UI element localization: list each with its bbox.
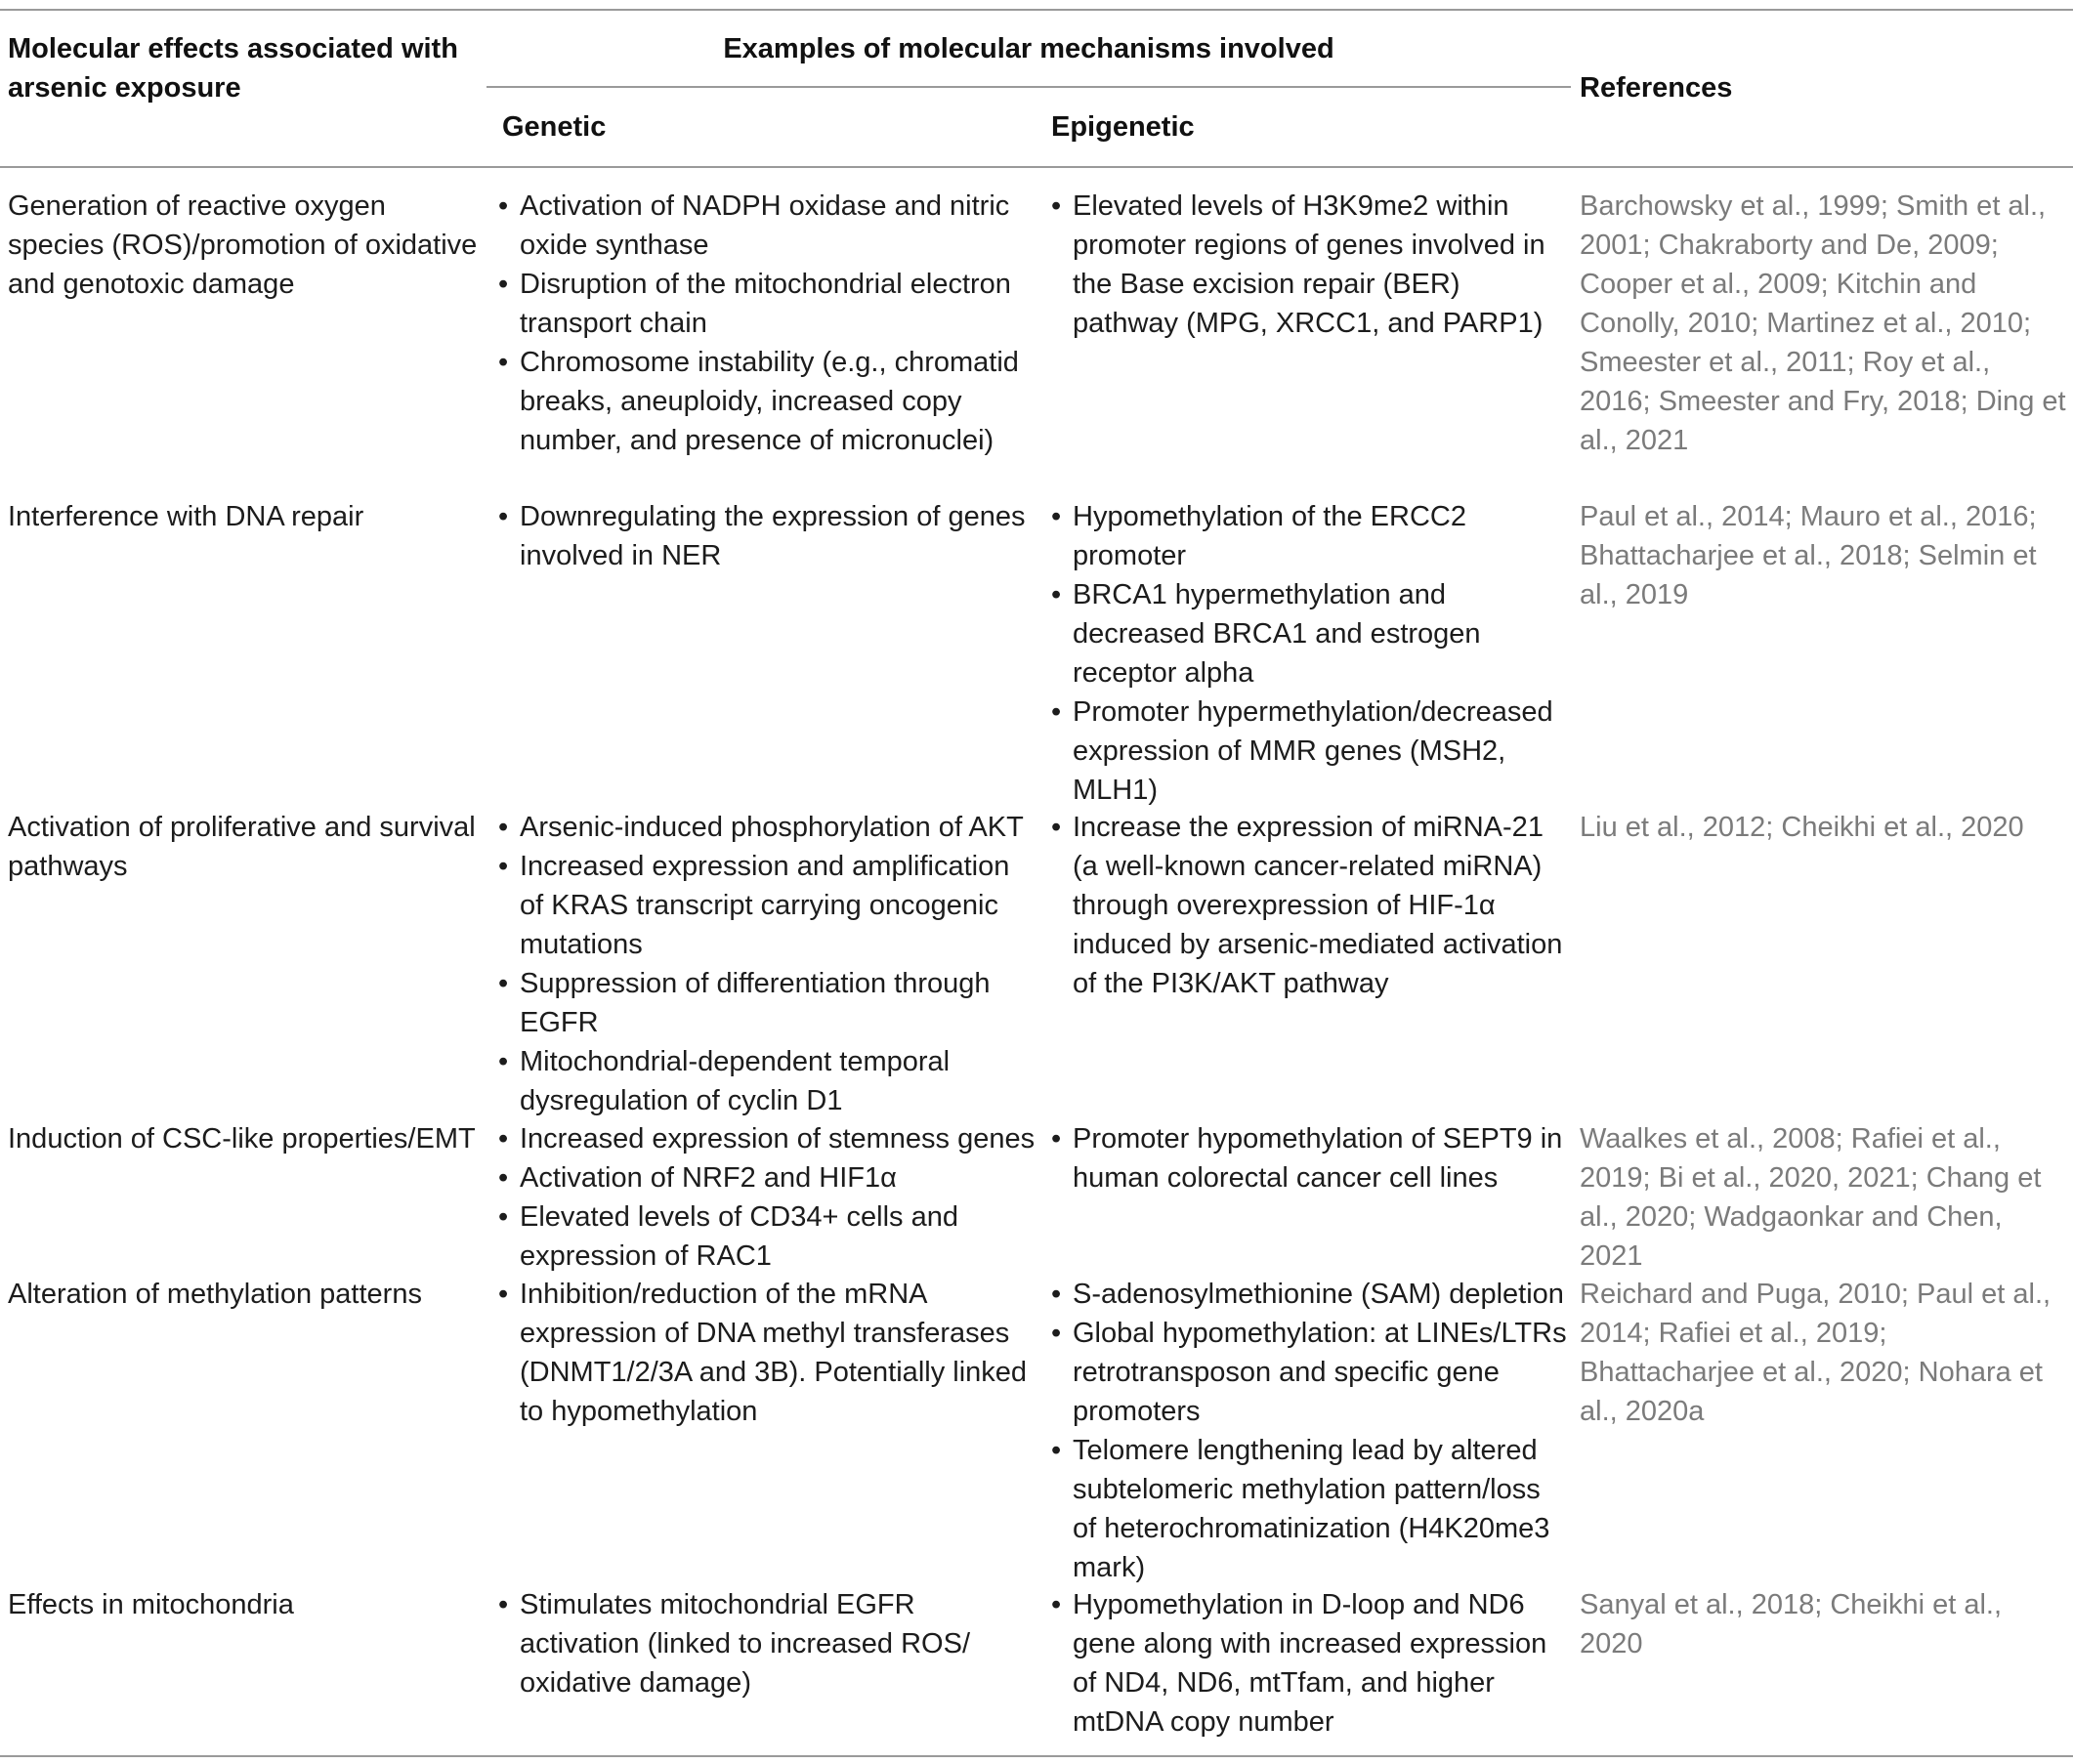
row-3-effect: Activation of proliferative and survival pathways <box>8 812 476 882</box>
header-bottom-rule <box>0 166 2073 168</box>
list-item: • Hypomethylation in D-loop and ND6 gene along with increased expression of ND4, ND6, mtTfam, and higher mtDNA copy number <box>1051 1585 1569 1742</box>
list-item: • Stimulates mitochondrial EGFR activation (linked to increased ROS/ oxidative damage) <box>498 1585 1036 1702</box>
list-item: • BRCA1 hypermethylation and decreased BRCA1 and estrogen receptor alpha <box>1051 575 1569 693</box>
row-5-references: Reichard and Puga, 2010; Paul et al., 2014; Rafiei et al., 2019; Bhattacharjee et al., 2020; Nohara et al., 2020a <box>1580 1279 2052 1427</box>
row-3-references: Liu et al., 2012; Cheikhi et al., 2020 <box>1580 812 2024 843</box>
row-4-epigenetic-list <box>1051 1119 1569 1197</box>
list-item: • Activation of NRF2 and HIF1α <box>498 1158 1036 1197</box>
list-item: • Mitochondrial-dependent temporal dysregulation of cyclin D1 <box>498 1042 1036 1120</box>
row-6-genetic-list <box>498 1585 1036 1702</box>
row-2-references: Paul et al., 2014; Mauro et al., 2016; Bhattacharjee et al., 2018; Selmin et al., 2019 <box>1580 501 2037 610</box>
row-3-epigenetic-list <box>1051 808 1569 1003</box>
list-item: • Hypomethylation of the ERCC2 promoter <box>1051 497 1569 575</box>
list-item: • Promoter hypermethylation/decreased expression of MMR genes (MSH2, MLH1) <box>1051 693 1569 810</box>
list-item: • Inhibition/reduction of the mRNA expression of DNA methyl transferases (DNMT1/2/3A and 3B). Potentially linked to hypomethylation <box>498 1275 1036 1431</box>
list-item: • Activation of NADPH oxidase and nitric oxide synthase <box>498 187 1036 265</box>
row-5-genetic-list <box>498 1275 1036 1431</box>
header-epigenetic: Epigenetic <box>1051 111 1195 143</box>
header-molecular-effects: Molecular effects associated with arsenic exposure <box>8 33 458 104</box>
list-item: • S-adenosylmethionine (SAM) depletion <box>1051 1275 1569 1314</box>
row-1-references: Barchowsky et al., 1999; Smith et al., 2001; Chakraborty and De, 2009; Cooper et al., 2009; Kitchin and Conolly, 2010; Martinez et al., 2010; Smeester et al., 2011; Roy et al., 2016; Smeester and Fry, 2018; Ding et al., 2021 <box>1580 190 2066 456</box>
row-4-genetic-list <box>498 1119 1036 1276</box>
row-5-epigenetic-list <box>1051 1275 1569 1587</box>
list-item: • Promoter hypomethylation of SEPT9 in human colorectal cancer cell lines <box>1051 1119 1569 1197</box>
list-item: • Disruption of the mitochondrial electron transport chain <box>498 265 1036 343</box>
top-rule <box>0 9 2073 11</box>
row-6-references: Sanyal et al., 2018; Cheikhi et al., 2020 <box>1580 1589 2003 1659</box>
row-2-epigenetic-list <box>1051 497 1569 810</box>
list-item: • Chromosome instability (e.g., chromatid breaks, aneuploidy, increased copy number, and presence of micronuclei) <box>498 343 1036 460</box>
list-item: • Increase the expression of miRNA-21 (a well-known cancer-related miRNA) through overexpression of HIF-1α induced by arsenic-mediated activation of the PI3K/AKT pathway <box>1051 808 1569 1003</box>
row-4-effect: Induction of CSC-like properties/EMT <box>8 1123 476 1155</box>
list-item: • Elevated levels of H3K9me2 within promoter regions of genes involved in the Base excision repair (BER) pathway (MPG, XRCC1, and PARP1) <box>1051 187 1569 343</box>
row-1-effect: Generation of reactive oxygen species (ROS)/promotion of oxidative and genotoxic damage <box>8 190 478 300</box>
list-item: • Elevated levels of CD34+ cells and expression of RAC1 <box>498 1197 1036 1276</box>
list-item: • Increased expression of stemness genes <box>498 1119 1036 1158</box>
header-genetic: Genetic <box>502 111 607 143</box>
row-1-epigenetic-list <box>1051 187 1569 343</box>
bottom-rule <box>0 1755 2073 1757</box>
list-item: • Increased expression and amplification of KRAS transcript carrying oncogenic mutations <box>498 847 1036 964</box>
row-5-effect: Alteration of methylation patterns <box>8 1279 422 1310</box>
row-2-genetic-list <box>498 497 1036 575</box>
list-item: • Telomere lengthening lead by altered subtelomeric methylation pattern/loss of heterochromatinization (H4K20me3 mark) <box>1051 1431 1569 1587</box>
list-item: • Global hypomethylation: at LINEs/LTRs retrotransposon and specific gene promoters <box>1051 1314 1569 1431</box>
row-4-references: Waalkes et al., 2008; Rafiei et al., 2019; Bi et al., 2020, 2021; Chang et al., 2020; Wadgaonkar and Chen, 2021 <box>1580 1123 2042 1272</box>
span-underline-rule <box>487 86 1571 88</box>
row-6-effect: Effects in mitochondria <box>8 1589 294 1620</box>
list-item: • Suppression of differentiation through EGFR <box>498 964 1036 1042</box>
list-item: • Downregulating the expression of genes involved in NER <box>498 497 1036 575</box>
header-references: References <box>1580 72 1733 104</box>
row-2-effect: Interference with DNA repair <box>8 501 364 532</box>
row-1-genetic-list <box>498 187 1036 460</box>
header-mechanisms-span: Examples of molecular mechanisms involved <box>723 33 1334 64</box>
row-3-genetic-list <box>498 808 1036 1120</box>
row-6-epigenetic-list <box>1051 1585 1569 1742</box>
list-item: • Arsenic-induced phosphorylation of AKT <box>498 808 1036 847</box>
